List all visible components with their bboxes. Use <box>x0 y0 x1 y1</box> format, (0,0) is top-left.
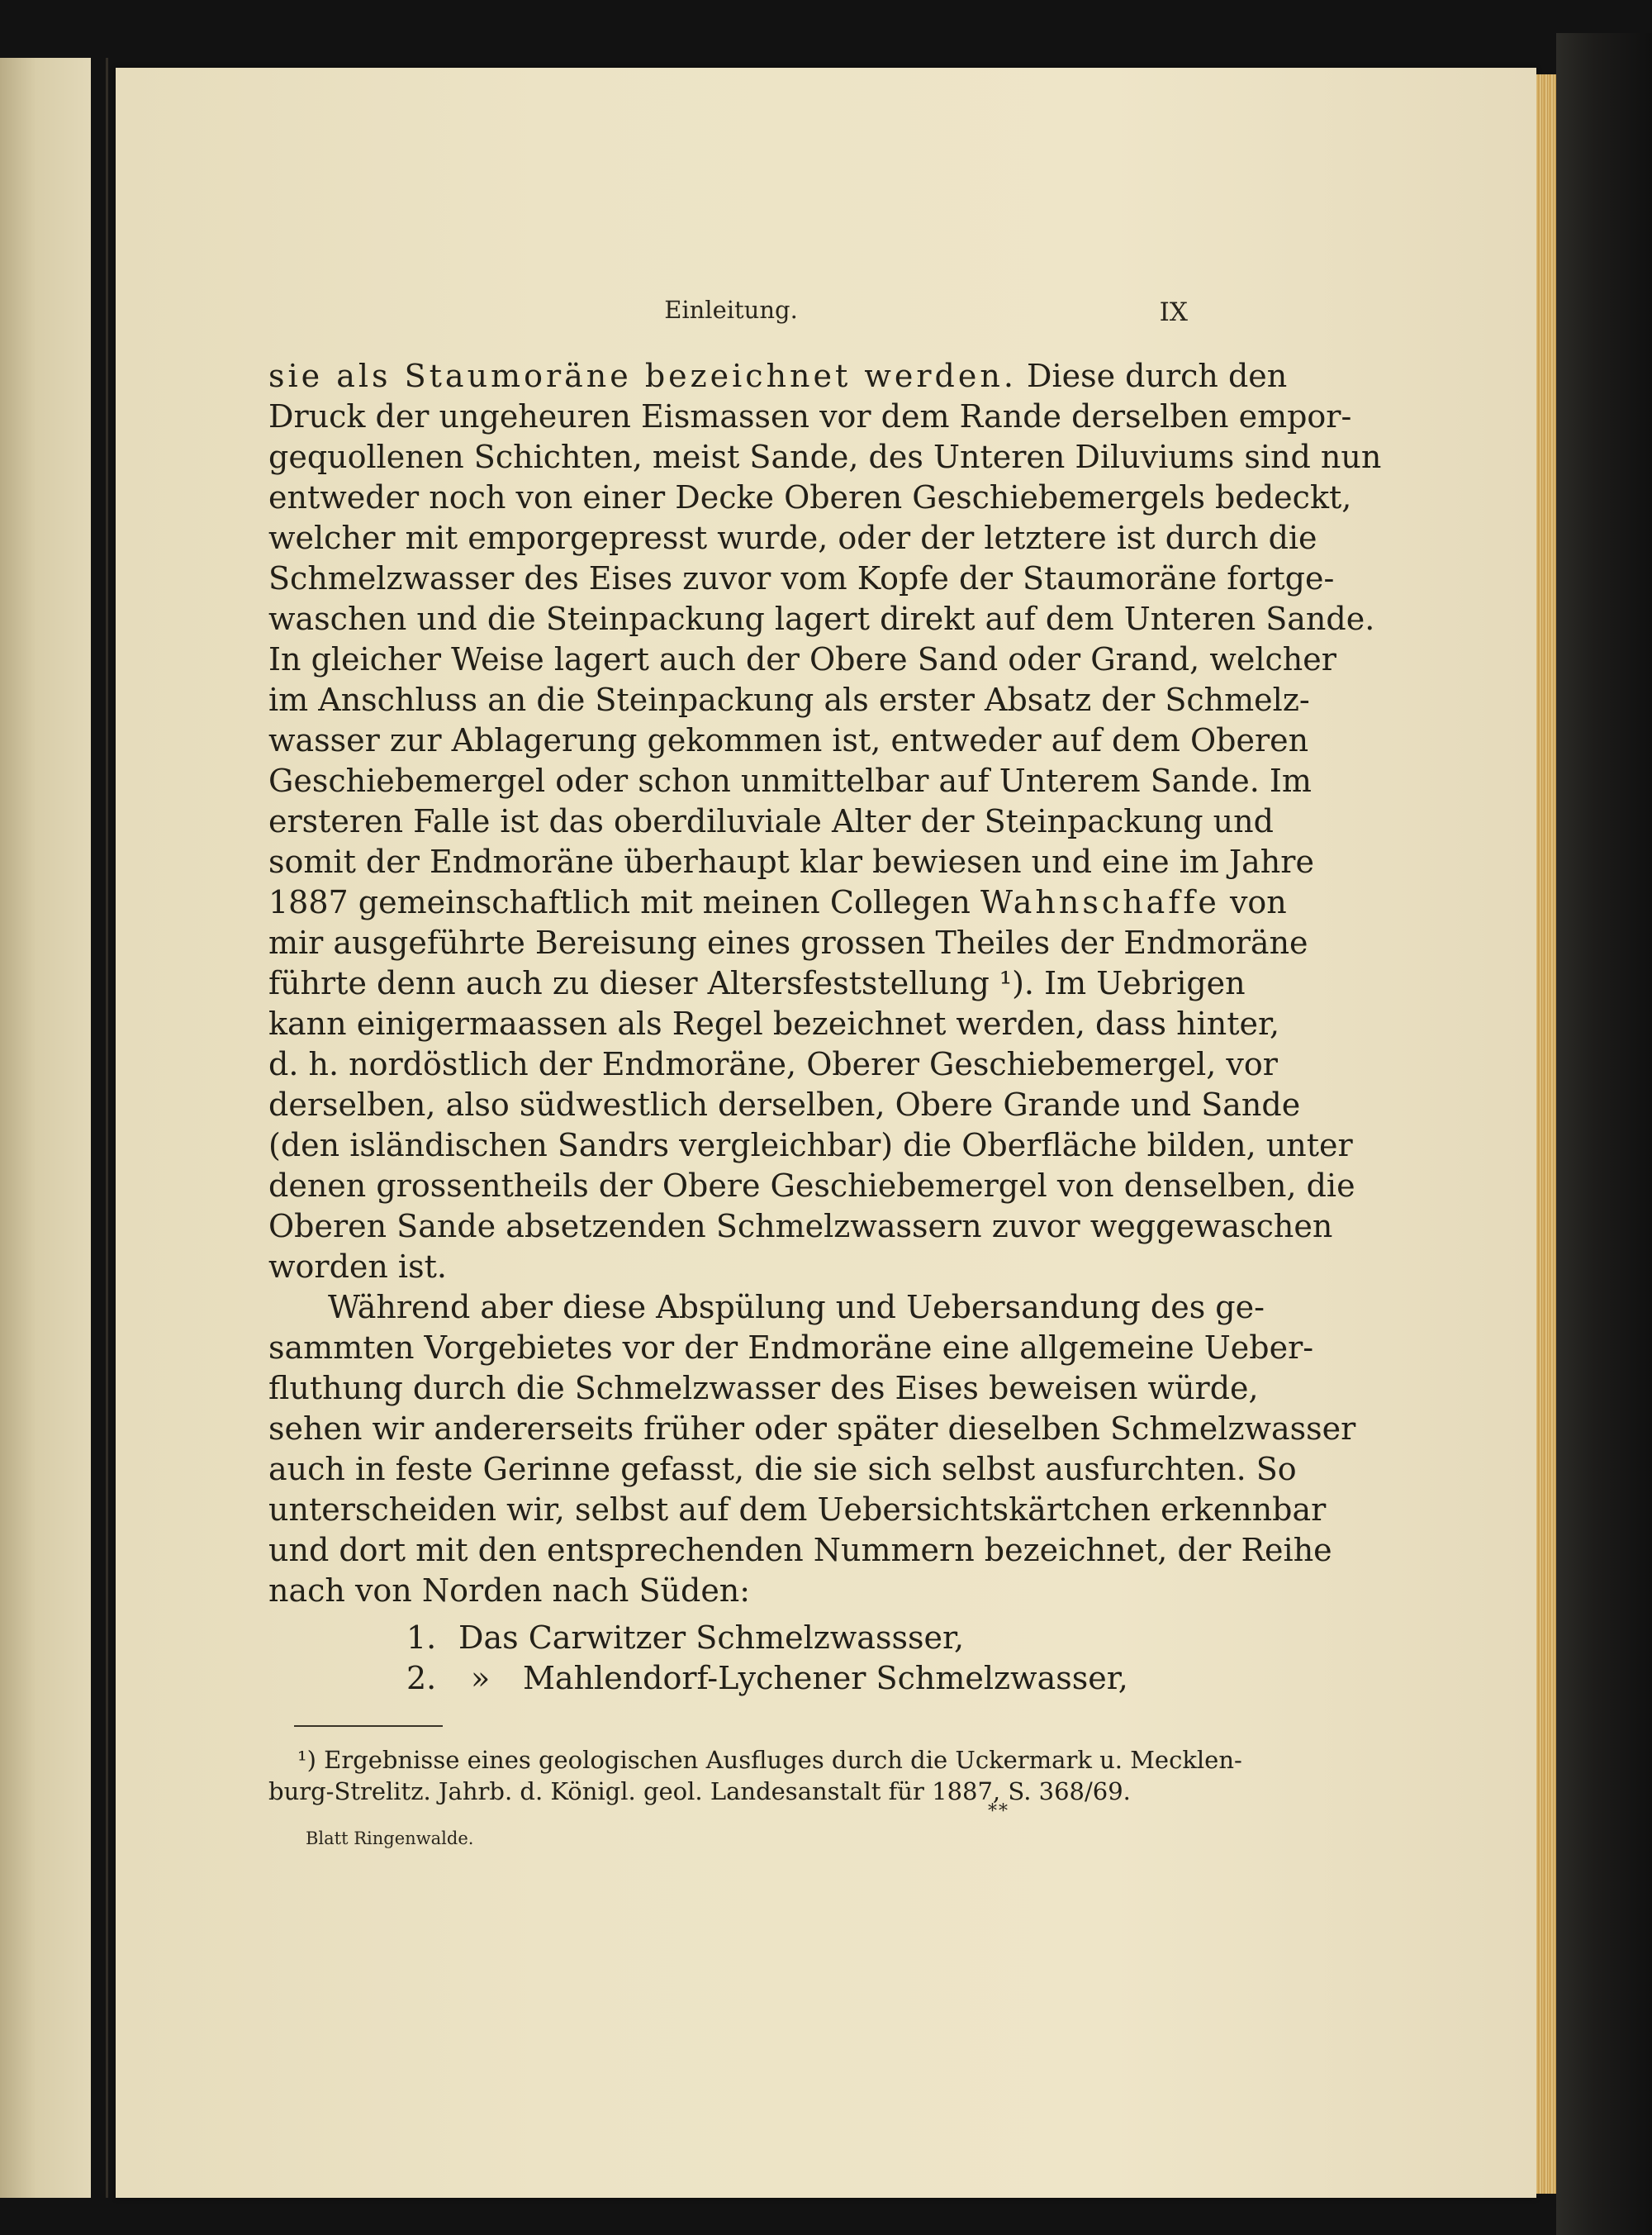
page-number: IX <box>1159 297 1188 327</box>
body-line: auch in feste Gerinne gefasst, die sie sich selbst ausfurchten. So <box>268 1451 1297 1487</box>
line-text: 1887 gemeinschaftlich mit meinen Collegen <box>268 884 980 920</box>
body-line <box>268 358 1288 394</box>
body-line: sammten Vorgebietes vor der Endmoräne eine allgemeine Ueber- <box>268 1329 1314 1366</box>
body-line: kann einigermaassen als Regel bezeichnet werden, dass hinter, <box>268 1006 1280 1042</box>
body-line: fluthung durch die Schmelzwasser des Eises beweisen würde, <box>268 1370 1259 1406</box>
body-line: Schmelzwasser des Eises zuvor vom Kopfe der Staumoräne fortge- <box>268 560 1335 597</box>
body-line: derselben, also südwestlich derselben, Obere Grande und Sande <box>268 1087 1301 1123</box>
signature-mark: ** <box>988 1801 1009 1822</box>
body-line: Druck der ungeheuren Eismassen vor dem Rande derselben empor- <box>268 398 1352 435</box>
line-text: Diese durch den <box>1016 358 1288 394</box>
list-number: 2. <box>406 1660 437 1696</box>
footnote-rule <box>294 1725 443 1727</box>
line-text: von <box>1219 884 1287 920</box>
body-line: gequollenen Schichten, meist Sande, des Unteren Diluviums sind nun <box>268 439 1382 475</box>
body-line: Geschiebemergel oder schon unmittelbar auf Unterem Sande. Im <box>268 763 1312 799</box>
body-line: und dort mit den entsprechenden Nummern bezeichnet, der Reihe <box>268 1532 1332 1568</box>
footnote-line: ¹) Ergebnisse eines geologischen Ausfluges durch die Uckermark u. Mecklen- <box>297 1746 1242 1774</box>
footnote-line: burg-Strelitz. Jahrb. d. Königl. geol. Landesanstalt für 1887, S. 368/69. <box>268 1777 1131 1805</box>
body-line: In gleicher Weise lagert auch der Obere Sand oder Grand, welcher <box>268 641 1336 678</box>
body-line: entweder noch von einer Decke Oberen Geschiebemergels bedeckt, <box>268 479 1352 516</box>
page-edge-stack <box>1536 74 1556 2194</box>
body-line: worden ist. <box>268 1248 447 1285</box>
paragraph-indent-line: Während aber diese Abspülung und Uebersandung des ge- <box>328 1289 1265 1325</box>
body-line: denen grossentheils der Obere Geschiebemergel von denselben, die <box>268 1167 1355 1204</box>
sheet-label: Blatt Ringenwalde. <box>306 1828 474 1848</box>
body-line: ersteren Falle ist das oberdiluviale Alter der Steinpackung und <box>268 803 1274 839</box>
running-title: Einleitung. <box>664 296 798 324</box>
body-line: unterscheiden wir, selbst auf dem Uebersichtskärtchen erkennbar <box>268 1491 1327 1528</box>
book-binding <box>1556 33 1652 2235</box>
facing-page-edge <box>0 58 91 2198</box>
body-line: d. h. nordöstlich der Endmoräne, Oberer Geschiebemergel, vor <box>268 1046 1278 1082</box>
body-line: waschen und die Steinpackung lagert direkt auf dem Unteren Sande. <box>268 601 1375 637</box>
body-line: somit der Endmoräne überhaupt klar bewiesen und eine im Jahre <box>268 844 1314 880</box>
body-line: nach von Norden nach Süden: <box>268 1572 751 1609</box>
body-line: (den isländischen Sandrs vergleichbar) die Oberfläche bilden, unter <box>268 1127 1353 1163</box>
body-line: im Anschluss an die Steinpackung als erster Absatz der Schmelz- <box>268 682 1310 718</box>
list-item-text: Das Carwitzer Schmelzwassser, <box>458 1619 965 1656</box>
ditto-mark: » <box>471 1660 491 1696</box>
body-line: mir ausgeführte Bereisung eines grossen Theiles der Endmoräne <box>268 925 1308 961</box>
author-name: Wahnschaffe <box>980 884 1220 920</box>
body-line: Oberen Sande absetzenden Schmelzwassern zuvor weggewaschen <box>268 1208 1333 1244</box>
list-item-text: Mahlendorf-Lychener Schmelzwasser, <box>523 1660 1128 1696</box>
body-line: wasser zur Ablagerung gekommen ist, entweder auf dem Oberen <box>268 722 1309 758</box>
spine-crease <box>106 58 108 2198</box>
spaced-text: sie als Staumoräne bezeichnet werden. <box>268 358 1017 394</box>
list-number: 1. <box>406 1619 437 1656</box>
body-line <box>268 884 1287 920</box>
body-line: welcher mit emporgepresst wurde, oder der letztere ist durch die <box>268 520 1317 556</box>
body-line: führte denn auch zu dieser Altersfeststellung ¹). Im Uebrigen <box>268 965 1246 1001</box>
body-line: sehen wir andererseits früher oder später dieselben Schmelzwasser <box>268 1410 1356 1447</box>
